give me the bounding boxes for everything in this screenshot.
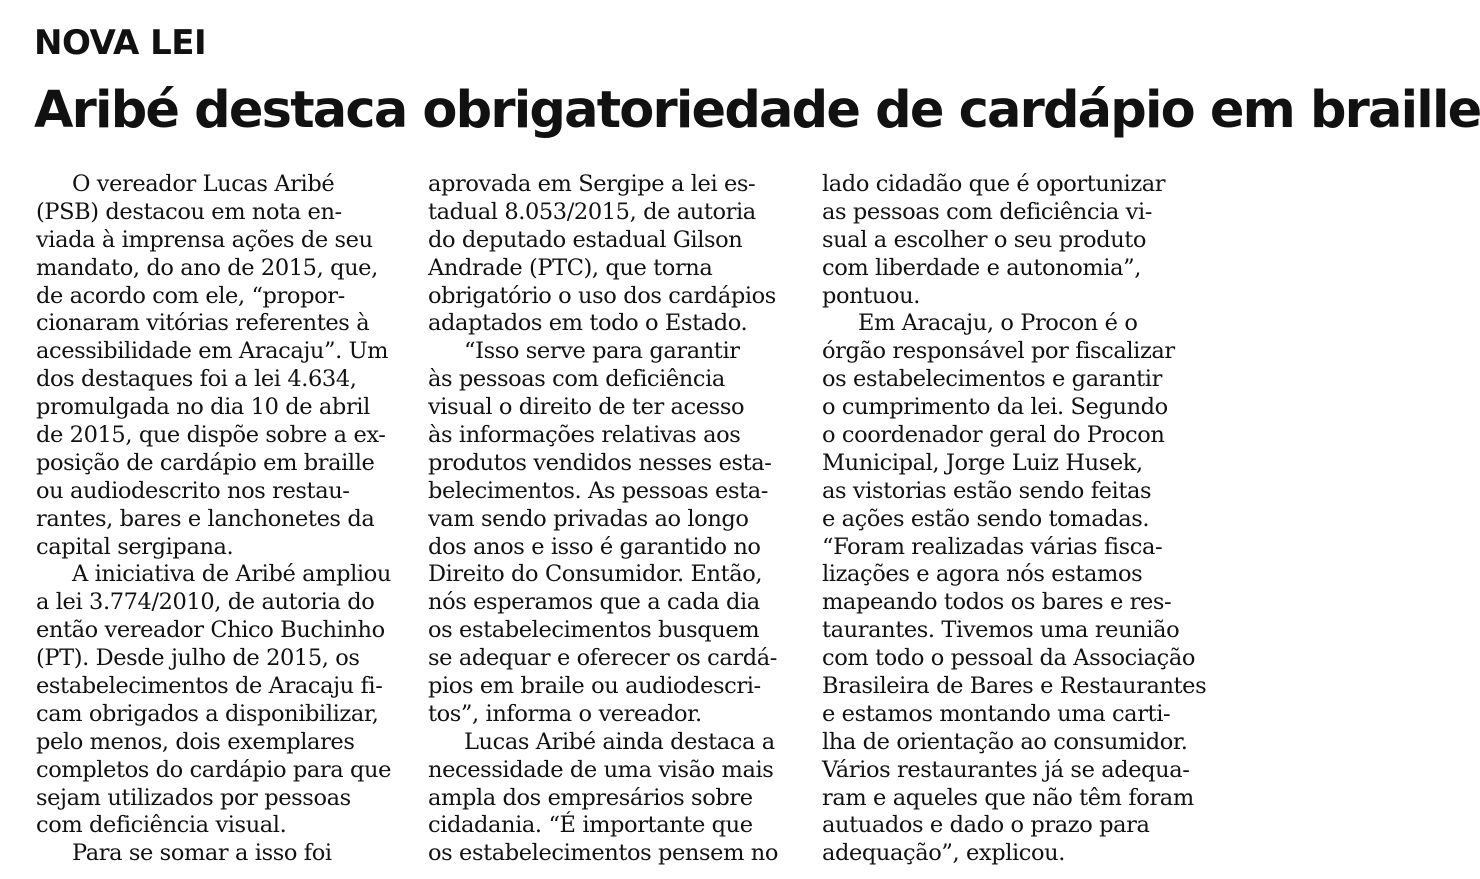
text-line: pontuou. bbox=[822, 282, 920, 309]
text-line: as pessoas com deficiência vi- bbox=[822, 198, 1152, 225]
text-line: Municipal, Jorge Luiz Husek, bbox=[822, 449, 1143, 476]
text-line: (PSB) destacou em nota en- bbox=[36, 198, 342, 225]
article-column-3 bbox=[822, 171, 1207, 868]
text-line: Em Aracaju, o Procon é o bbox=[858, 310, 1138, 337]
text-line: o cumprimento da lei. Segundo bbox=[822, 394, 1168, 421]
text-line: pios em braile ou audiodescri- bbox=[428, 673, 761, 700]
text-line: ram e aqueles que não têm foram bbox=[822, 784, 1194, 811]
text-line: às pessoas com deficiência bbox=[428, 366, 725, 393]
text-line: acessibilidade em Aracaju”. Um bbox=[36, 338, 389, 365]
text-line: necessidade de uma visão mais bbox=[428, 756, 774, 783]
text-line: mandato, do ano de 2015, que, bbox=[36, 254, 378, 281]
text-line: se adequar e oferecer os cardá- bbox=[428, 645, 777, 672]
text-line: ampla dos empresários sobre bbox=[428, 784, 753, 811]
text-line: visual o direito de ter acesso bbox=[428, 394, 745, 421]
headline: Aribé destaca obrigatoriedade de cardápio em braille bbox=[34, 81, 1480, 140]
text-line: Andrade (PTC), que torna bbox=[428, 254, 713, 281]
text-line: cam obrigados a disponibilizar, bbox=[36, 700, 379, 727]
article-column-2 bbox=[428, 171, 788, 868]
text-line: Para se somar a isso foi bbox=[72, 840, 332, 867]
text-line: mapeando todos os bares e res- bbox=[822, 589, 1172, 616]
text-line: Brasileira de Bares e Restaurantes bbox=[822, 673, 1207, 700]
text-line: às informações relativas aos bbox=[428, 422, 741, 449]
text-line: taurantes. Tivemos uma reunião bbox=[822, 617, 1180, 644]
text-line: com deficiência visual. bbox=[36, 812, 287, 839]
text-line: o coordenador geral do Procon bbox=[822, 422, 1165, 449]
text-line: os estabelecimentos e garantir bbox=[822, 366, 1162, 393]
article-column-1 bbox=[36, 171, 396, 868]
text-line: (PT). Desde julho de 2015, os bbox=[36, 645, 360, 672]
text-line: tadual 8.053/2015, de autoria bbox=[428, 198, 756, 225]
text-line: tos”, informa o vereador. bbox=[428, 700, 702, 727]
text-line: produtos vendidos nesses esta- bbox=[428, 449, 772, 476]
text-line: obrigatório o uso dos cardápios bbox=[428, 282, 776, 309]
text-line: dos anos e isso é garantido no bbox=[428, 533, 761, 560]
text-line: com todo o pessoal da Associação bbox=[822, 645, 1195, 672]
text-line: adequação”, explicou. bbox=[822, 840, 1066, 867]
text-line: sual a escolher o seu produto bbox=[822, 226, 1147, 253]
text-line: cidadania. “É importante que bbox=[428, 812, 753, 839]
text-line: promulgada no dia 10 de abril bbox=[36, 394, 370, 421]
text-line: e estamos montando uma carti- bbox=[822, 700, 1171, 727]
text-line: as vistorias estão sendo feitas bbox=[822, 477, 1152, 504]
text-line: rantes, bares e lanchonetes da bbox=[36, 505, 375, 532]
kicker: NOVA LEI bbox=[34, 23, 207, 63]
text-line: a lei 3.774/2010, de autoria do bbox=[36, 589, 375, 616]
text-line: e ações estão sendo tomadas. bbox=[822, 505, 1150, 532]
text-line: pelo menos, dois exemplares bbox=[36, 728, 355, 755]
text-line: nós esperamos que a cada dia bbox=[428, 589, 760, 616]
text-line: “Isso serve para garantir bbox=[464, 338, 740, 365]
text-line: lado cidadão que é oportunizar bbox=[822, 171, 1166, 197]
text-line: posição de cardápio em braille bbox=[36, 449, 375, 476]
text-line: os estabelecimentos pensem no bbox=[428, 840, 779, 867]
text-line: belecimentos. As pessoas esta- bbox=[428, 477, 768, 504]
text-line: então vereador Chico Buchinho bbox=[36, 617, 385, 644]
text-line: O vereador Lucas Aribé bbox=[72, 171, 335, 197]
text-line: lizações e agora nós estamos bbox=[822, 561, 1143, 588]
text-line: aprovada em Sergipe a lei es- bbox=[428, 171, 756, 197]
text-line: completos do cardápio para que bbox=[36, 756, 392, 783]
text-line: com liberdade e autonomia”, bbox=[822, 254, 1141, 281]
text-line: de acordo com ele, “propor- bbox=[36, 282, 345, 309]
text-line: de 2015, que dispõe sobre a ex- bbox=[36, 422, 386, 449]
text-line: autuados e dado o prazo para bbox=[822, 812, 1150, 839]
text-line: “Foram realizadas várias fisca- bbox=[822, 533, 1163, 560]
text-line: cionaram vitórias referentes à bbox=[36, 310, 370, 337]
text-line: os estabelecimentos busquem bbox=[428, 617, 760, 644]
text-line: A iniciativa de Aribé ampliou bbox=[72, 561, 391, 588]
text-line: Lucas Aribé ainda destaca a bbox=[464, 728, 775, 755]
text-line: do deputado estadual Gilson bbox=[428, 226, 743, 253]
text-line: estabelecimentos de Aracaju fi- bbox=[36, 673, 383, 700]
text-line: Vários restaurantes já se adequa- bbox=[822, 756, 1190, 783]
text-line: adaptados em todo o Estado. bbox=[428, 310, 748, 337]
text-line: lha de orientação ao consumidor. bbox=[822, 728, 1188, 755]
text-line: viada à imprensa ações de seu bbox=[36, 226, 373, 253]
text-line: vam sendo privadas ao longo bbox=[428, 505, 749, 532]
text-line: Direito do Consumidor. Então, bbox=[428, 561, 763, 588]
text-line: ou audiodescrito nos restau- bbox=[36, 477, 350, 504]
text-line: capital sergipana. bbox=[36, 533, 234, 560]
text-line: dos destaques foi a lei 4.634, bbox=[36, 366, 357, 393]
text-line: sejam utilizados por pessoas bbox=[36, 784, 351, 811]
text-line: órgão responsável por fiscalizar bbox=[822, 338, 1175, 365]
